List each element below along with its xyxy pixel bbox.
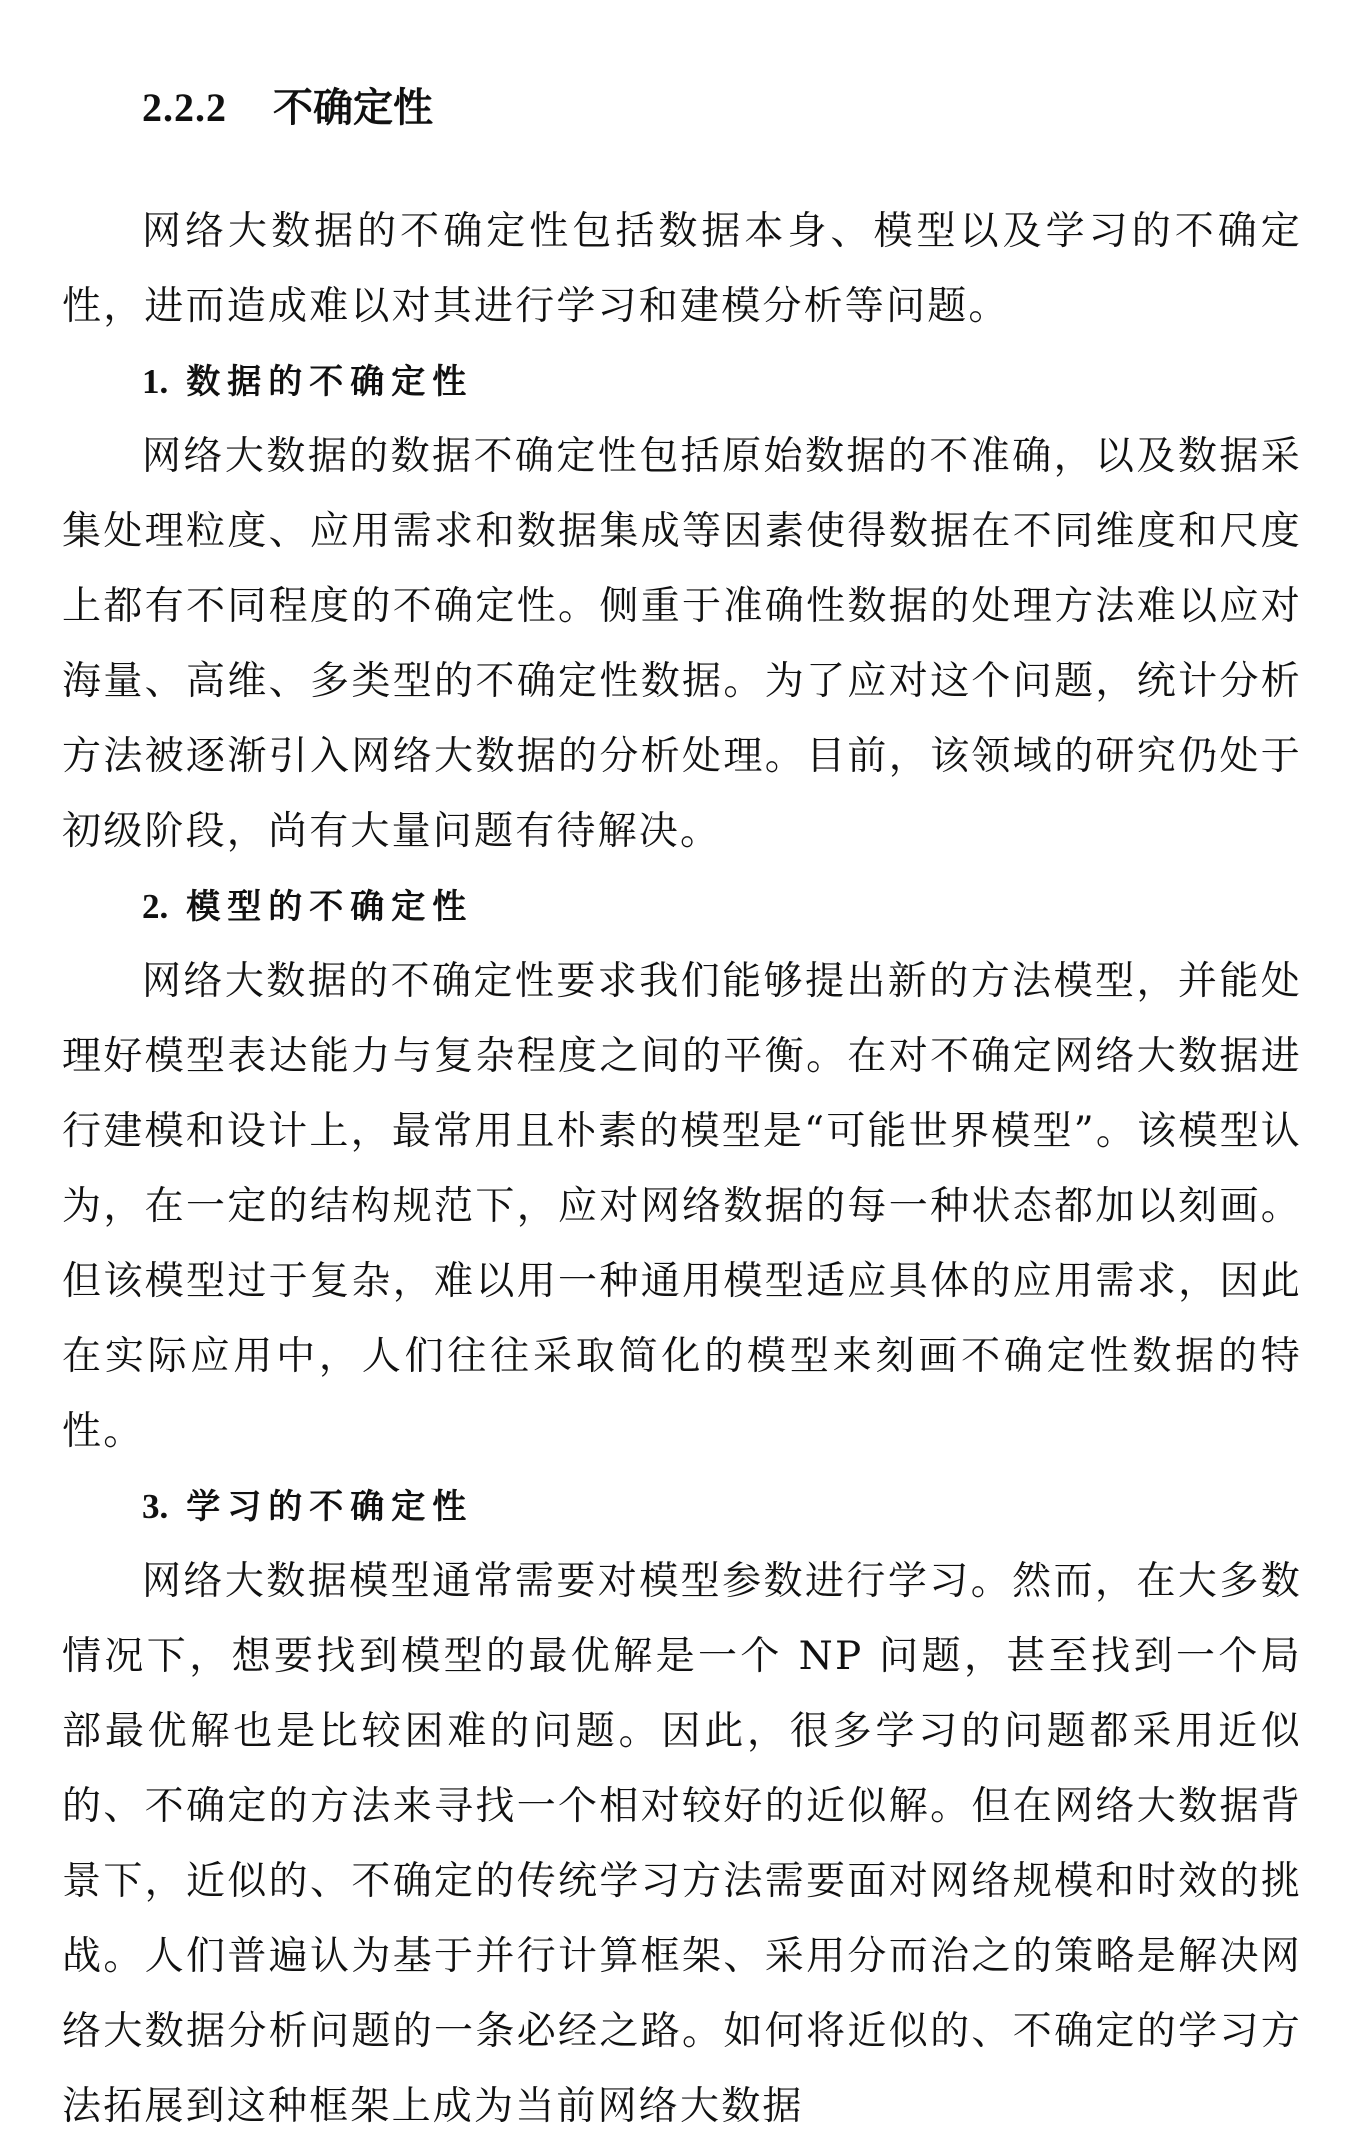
subsection-title-2: 模型的不确定性 xyxy=(186,887,474,927)
intro-paragraph: 网络大数据的不确定性包括数据本身、模型以及学习的不确定性，进而造成难以对其进行学习和建模分析等问题。 xyxy=(62,209,1302,329)
subsection-index-3: 3. xyxy=(142,1487,169,1526)
subsection-index-1: 1. xyxy=(142,362,169,401)
subsection-heading-2 xyxy=(62,869,1302,944)
subsection-heading-1 xyxy=(62,344,1302,419)
section-number: 2.2.2 xyxy=(142,85,227,130)
document-page xyxy=(62,78,1302,2144)
section-title: 不确定性 xyxy=(273,85,433,131)
subsection-body-3: 网络大数据模型通常需要对模型参数进行学习。然而，在大多数情况下，想要找到模型的最优解是一个 NP 问题，甚至找到一个局部最优解也是比较困难的问题。因此，很多学习的问题都采用近似的、不确定的方法来寻找一个相对较好的近似解。但在网络大数据背景下，近似的、不确定的传统学习方法需要面对网络规模和时效的挑战。人们普遍认为基于并行计算框架、采用分而治之的策略是解决网络大数据分析问题的一条必经之路。如何将近似的、不确定的学习方法拓展到这种框架上成为当前网络大数据 xyxy=(62,1559,1302,2129)
subsection-title-3: 学习的不确定性 xyxy=(186,1487,474,1527)
subsection-index-2: 2. xyxy=(142,887,169,926)
subsection-heading-3 xyxy=(62,1469,1302,1544)
subsection-body-2: 网络大数据的不确定性要求我们能够提出新的方法模型，并能处理好模型表达能力与复杂程度之间的平衡。在对不确定网络大数据进行建模和设计上，最常用且朴素的模型是“可能世界模型”。该模型认为，在一定的结构规范下，应对网络数据的每一种状态都加以刻画。但该模型过于复杂，难以用一种通用模型适应具体的应用需求，因此在实际应用中，人们往往采取简化的模型来刻画不确定性数据的特性。 xyxy=(62,959,1302,1454)
subsection-body-1: 网络大数据的数据不确定性包括原始数据的不准确，以及数据采集处理粒度、应用需求和数据集成等因素使得数据在不同维度和尺度上都有不同程度的不确定性。侧重于准确性数据的处理方法难以应对海量、高维、多类型的不确定性数据。为了应对这个问题，统计分析方法被逐渐引入网络大数据的分析处理。目前，该领域的研究仍处于初级阶段，尚有大量问题有待解决。 xyxy=(62,434,1302,854)
section-heading xyxy=(62,78,1302,138)
subsection-title-1: 数据的不确定性 xyxy=(186,362,474,402)
